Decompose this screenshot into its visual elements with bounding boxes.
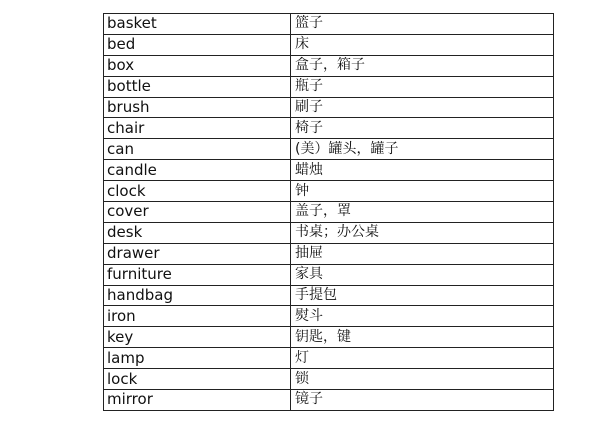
english-word-cell: key	[104, 327, 291, 348]
table-row	[104, 306, 554, 327]
english-word-cell: box	[104, 55, 291, 76]
table-row	[104, 97, 554, 118]
chinese-meaning-cell: (美）罐头，罐子	[291, 139, 554, 160]
english-word-cell: bottle	[104, 76, 291, 97]
chinese-meaning-cell: 刷子	[291, 97, 554, 118]
chinese-meaning-cell: 椅子	[291, 118, 554, 139]
english-word-cell: candle	[104, 160, 291, 181]
chinese-meaning-cell: 灯	[291, 348, 554, 369]
table-row	[104, 118, 554, 139]
english-word-cell: desk	[104, 222, 291, 243]
table-row	[104, 243, 554, 264]
chinese-meaning-cell: 钟	[291, 181, 554, 202]
english-word-cell: lamp	[104, 348, 291, 369]
chinese-meaning-cell: 抽屉	[291, 243, 554, 264]
chinese-meaning-cell: 家具	[291, 264, 554, 285]
english-word-cell: cover	[104, 202, 291, 223]
table-row	[104, 222, 554, 243]
chinese-meaning-cell: 书桌；办公桌	[291, 222, 554, 243]
table-row	[104, 390, 554, 411]
table-row	[104, 160, 554, 181]
chinese-meaning-cell: 盒子，箱子	[291, 55, 554, 76]
english-word-cell: can	[104, 139, 291, 160]
chinese-meaning-cell: 钥匙，键	[291, 327, 554, 348]
table-row	[104, 76, 554, 97]
table-row	[104, 55, 554, 76]
table-row	[104, 181, 554, 202]
chinese-meaning-cell: 熨斗	[291, 306, 554, 327]
table-row	[104, 34, 554, 55]
english-word-cell: furniture	[104, 264, 291, 285]
english-word-cell: brush	[104, 97, 291, 118]
table-row	[104, 285, 554, 306]
english-word-cell: drawer	[104, 243, 291, 264]
table-row	[104, 139, 554, 160]
table-row	[104, 327, 554, 348]
english-word-cell: basket	[104, 14, 291, 35]
english-word-cell: lock	[104, 369, 291, 390]
table-row	[104, 264, 554, 285]
table-row	[104, 14, 554, 35]
english-word-cell: iron	[104, 306, 291, 327]
chinese-meaning-cell: 锁	[291, 369, 554, 390]
chinese-meaning-cell: 瓶子	[291, 76, 554, 97]
chinese-meaning-cell: 镜子	[291, 390, 554, 411]
vocabulary-table	[103, 13, 554, 411]
english-word-cell: mirror	[104, 390, 291, 411]
english-word-cell: handbag	[104, 285, 291, 306]
chinese-meaning-cell: 盖子，罩	[291, 202, 554, 223]
chinese-meaning-cell: 篮子	[291, 14, 554, 35]
chinese-meaning-cell: 床	[291, 34, 554, 55]
table-row	[104, 348, 554, 369]
table-row	[104, 202, 554, 223]
english-word-cell: chair	[104, 118, 291, 139]
chinese-meaning-cell: 手提包	[291, 285, 554, 306]
table-row	[104, 369, 554, 390]
chinese-meaning-cell: 蜡烛	[291, 160, 554, 181]
english-word-cell: clock	[104, 181, 291, 202]
english-word-cell: bed	[104, 34, 291, 55]
vocabulary-table-body	[104, 14, 554, 411]
